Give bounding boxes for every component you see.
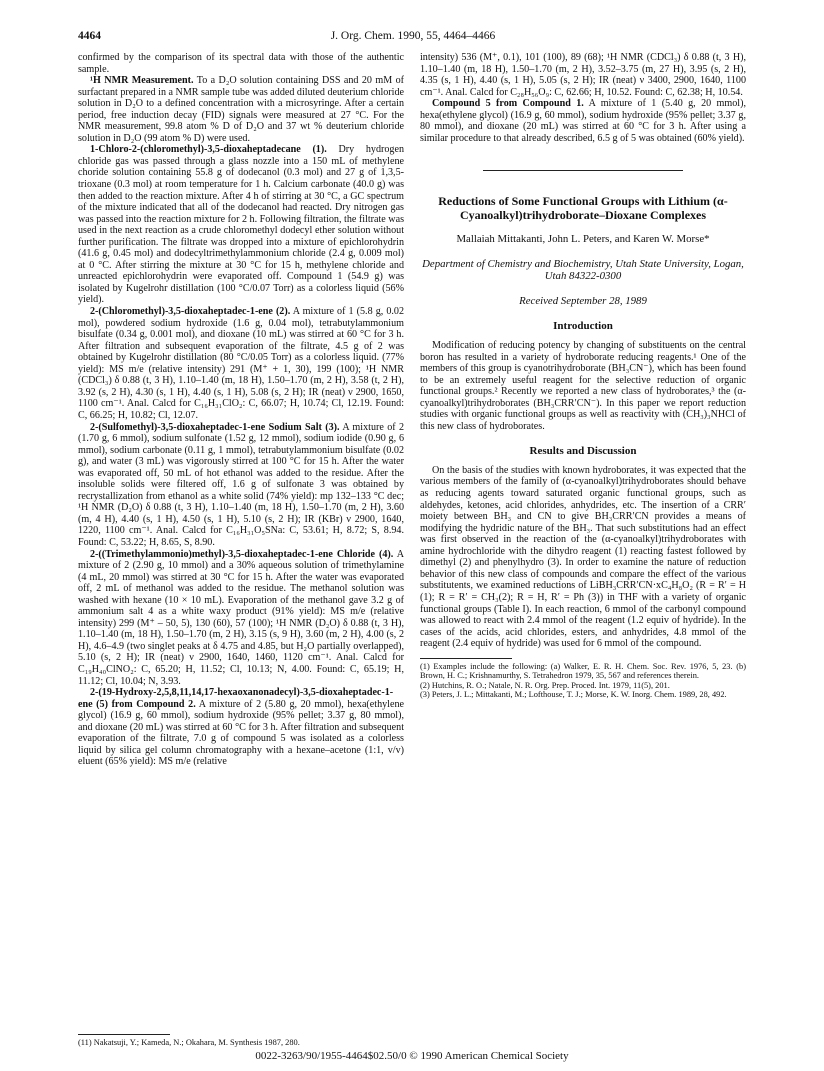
left-column [78, 52, 404, 1024]
run-in-heading: 2-((Trimethylammonio)methyl)-3,5-dioxaheptadec-1-ene Chloride (4). [90, 548, 394, 560]
footnote: (1) Examples include the following: (a) Walker, E. R. H. Chem. Soc. Rev. 1976, 5, 23. (b) Brown, H. C.; Krishnamurthy, S. Tetrahedron 1979, 35, 567 and references therein. [420, 661, 746, 681]
paragraph-text: A mixture of 1 (5.40 g, 20 mmol), hexa(ethylene glycol) (16.9 g, 60 mmol), sodium hydroxide (95% pellet; 3.37 g, 80 mmol), and dioxane (20 mL) was stirred at 60 °C for 3 h. After using a similar procedure to that already described, 6.5 g of 5 was obtained (60% yield). [420, 98, 746, 144]
paragraph [78, 549, 404, 688]
footnote: (2) Hutchins, R. O.; Natale, N. R. Org. Prep. Proced. Int. 1979, 11(5), 201. [420, 680, 670, 690]
run-in-heading: 2-(Sulfomethyl)-3,5-dioxaheptadec-1-ene Sodium Salt (3). [90, 421, 340, 433]
left-footnote-block [78, 1026, 404, 1048]
paragraph-text: To a D₂O solution containing DSS and 20 mM of surfactant prepared in a NMR sample tube was added diluted deuterium chloride solution in D₂O to a defined concentration with a microsyringe. After a certain period, free induction decay (FID) signals were measured at 27 °C. For the NMR measurement, 99.8 atom % D of D₂O and 37 wt % deuterium chloride solution in D₂O (99 atom % D) were used. [78, 75, 404, 144]
paragraph [420, 98, 746, 144]
paragraph [78, 422, 404, 549]
run-in-heading: 2-(19-Hydroxy-2,5,8,11,14,17-hexaoxanonadecyl)-3,5-dioxaheptadec-1-ene (5) from Compound 2. [78, 687, 394, 710]
paragraph-text: A mixture of 2 (5.80 g, 20 mmol), hexa(ethylene glycol) (16.9 g, 60 mmol), sodium hydroxide (95% pellet; 3.37 g, 80 mmol), and dioxane (20 mL) was stirred at 60 °C for 3 h. After filtration and subsequent evaporation of the filtrate, 7.0 g of compound 5 was isolated as a colorless liquid by silica gel column chromatography with a hexane–acetone (1:1, v/v) eluent (65% yield): MS m/e (relative [78, 698, 404, 768]
run-in-heading: 1-Chloro-2-(chloromethyl)-3,5-dioxaheptadecane (1). [90, 144, 327, 156]
run-in-heading: ¹H NMR Measurement. [90, 75, 194, 87]
run-in-heading: Compound 5 from Compound 1. [432, 98, 584, 110]
article-authors: Mallaiah Mittakanti, John L. Peters, and Karen W. Morse* [456, 233, 710, 246]
paragraph: Modification of reducing potency by changing of substituents on the central boron has resulted in a variety of hydroborate reducing reagents.¹ One of the members of this group is cyanotrihydroborate (BH₃CN⁻), which has been found to be an extremely useful reagent for the selective reduction of organic functional groups.² Recently we reported a new class of hydroborates,³ the (α-cyanoalkyl)trihydroborates (BH₃CRR′CN⁻). In this paper we report reduction studies with organic functional groups as well as reactivity with (CH₃)₃NHCl of this new class of hydroborates. [420, 340, 746, 432]
paragraph: intensity) 536 (M⁺, 0.1), 101 (100), 89 (68); ¹H NMR (CDCl₃) δ 0.88 (t, 3 H), 1.10–1.40 (m, 18 H), 1.50–1.70 (m, 2 H), 3.52–3.75 (m, 27 H), 3.95 (s, 2 H), 4.35 (s, 1 H), 4.40 (s, 1 H), 5.05 (s, 2 H); IR (neat) ν 3400, 2900, 1640, 1100 cm⁻¹. Anal. Calcd for C₂₈H₅₆O₉: C, 62.66; H, 10.52. Found: C, 62.38; H, 10.54. [420, 52, 746, 98]
journal-citation: J. Org. Chem. 1990, 55, 4464–4466 [330, 30, 496, 42]
footnote-divider [420, 658, 512, 659]
page-header [78, 30, 748, 46]
page-number: 4464 [78, 30, 101, 42]
paragraph [78, 75, 404, 144]
paragraph-text: Dry hydrogen chloride gas was passed through a glass nozzle into a 150 mL of methylene choride solution containing 55.8 g of dodecanol (0.3 mol) and 27 g of 1,3,5-trioxane (0.3 mol) at room temperature for 1 h. Calcium carbonate (40.0 g) was then added to the reaction mixture. After 4 h of stirring at 30 °C, a GC spectrum of the mixture indicated that all of the dodecanol had reacted. Dry nitrogen gas was passed into the reaction mixture for 2 h. Following filtration, the filtrate was used in the next reaction as a crude chloromethyl dodecyl ether solution without further purification. The filtrate was dropped into a mixture of epichlorohydrin (41.6 g, 0.45 mol) and dodecyltrimethylammonium chloride (2.4 g, 0.009 mol) at 0 °C. After stirring the mixture at 30 °C for 15 h, methylene chloride and unreacted epichlorohydrin were evaporated off. Compound 1 (54.9 g) was isolated by Kugelrohr distillation (100 °C/0.07 Torr) as a colorless liquid (56% yield). [78, 144, 405, 306]
received-date: Received September 28, 1989 [519, 294, 647, 307]
footnote-divider [78, 1034, 170, 1035]
paragraph: confirmed by the comparison of its spectral data with those of the authentic sample. [78, 52, 404, 75]
section-heading-results: Results and Discussion [529, 445, 637, 458]
right-column [420, 52, 746, 1024]
article-title: Reductions of Some Functional Groups with Lithium (α-Cyanoalkyl)trihydroborate–Dioxane Complexes [438, 194, 728, 223]
section-heading-introduction: Introduction [553, 320, 613, 333]
run-in-heading: 2-(Chloromethyl)-3,5-dioxaheptadec-1-ene (2). [90, 306, 291, 318]
article-affiliation: Department of Chemistry and Biochemistry, Utah State University, Logan, Utah 84322-0300 [422, 257, 744, 282]
footnote: (11) Nakatsuji, Y.; Kameda, N.; Okahara, M. Synthesis 1987, 280. [78, 1038, 300, 1047]
paragraph-text: A mixture of 1 (5.8 g, 0.02 mol), powdered sodium hydroxide (1.6 g, 0.04 mol), tetrabutylammonium bisulfate (0.34 g, 0.001 mol), and dioxane (10 mL) was stirred at 60 °C for 3 h. After filtration and subsequent evaporation of the filtrate, 4.5 g of 2 was obtained by Kugelrohr distillation (80 °C/0.05 Torr) as a colorless liquid. (77% yield): MS m/e (relative intensity) 291 (M⁺ + 1, 30), 199 (100); ¹H NMR (CDCl₃) δ 0.88 (t, 3 H), 1.10–1.40 (m, 18 H), 1.50–1.70 (m, 2 H), 3.58 (t, 2 H), 3.92 (s, 2 H), 4.30 (s, 1 H), 4.40 (s, 1 H), 5.08 (s, 2 H); IR (neat) ν 2900, 1650, 1100 cm⁻¹. Anal. Calcd for C₁₆H₃₁ClO₂: C, 66.07; H, 10.74; Cl, 12.19. Found: C, 66.25; H, 10.82; Cl, 12.07. [78, 306, 404, 421]
paragraph [78, 144, 404, 306]
paragraph [78, 306, 404, 421]
page-footer: 0022-3263/90/1955-4464$02.50/0 © 1990 American Chemical Society [255, 1050, 569, 1062]
paragraph-text: A mixture of 2 (1.70 g, 6 mmol), sodium sulfonate (1.52 g, 12 mmol), sodium iodide (0.90 g, 6 mmol), sodium carbonate (0.11 g, 1 mmol), tetrabutylammonium bisulfate (0.02 g), and water (3 mL) was vigorously stirred at 100 °C for 15 h. After the water was evaporated off, 50 mL of hot ethanol was added to the residue. After the insoluble solids were filtered off, 1.6 g of sulfonate 3 was obtained by recrystallization from ethanol as a white solid (74% yield): mp 132–133 °C dec; ¹H NMR (D₂O) δ 0.88 (t, 3 H), 1.10–1.40 (m, 18 H), 1.50–1.70 (m, 2 H), 3.60 (m, 4 H), 4.40 (s, 1 H), 4.50 (s, 1 H), 5.10 (s, 2 H); IR (KBr) ν 2900, 1640, 1220, 1100 cm⁻¹. Anal. Calcd for C₁₆H₃₁O₅SNa: C, 53.61; H, 8.72; S, 8.94. Found: C, 53.22; H, 8.65, S, 8.90. [78, 421, 405, 548]
paragraph: On the basis of the studies with known hydroborates, it was expected that the various members of the family of (α-cyanoalkyl)trihydroborates should behave as reducing agents toward saturated organic functional groups, such as aldehydes, ketones, acid chlorides, anhydrides, etc. The insertion of a CRR′ moiety between BH₃ and CN to give BH₃CRR′CN provides a means of modifying the hydridic nature of the BH₃. That such substitutions had an effect was first observed in the reaction of the (α-cyanoalkyl)trihydroborates with amine hydrochloride with the dihydro reagent (1) reacting fastest followed by dimethyl (2) and phenylhydro (3). In order to examine the nature of reduction behavior of this new class of compounds and compare the effect of the various substitutents, we examined reductions of LiBH₃CRR′CN·xC₄H₈O₂ (R = R′ = H (1); R = R′ = CH₃(2); R = H, R′ = Ph (3)) in THF with a variety of organic functional groups (Table I). In each reaction, 6 mmol of the carbonyl compound was allowed to react with 2.4 mmol of the reagent (1.2 equiv of hydride). In the cases of the acids, acid chlorides, esters, and anhydrides, 4.8 mmol of the reagent (2.4 equiv of hydride) was used for 6 mmol of the compound. [420, 464, 746, 650]
paragraph-text: A mixture of 2 (2.90 g, 10 mmol) and a 30% aqueous solution of trimethylamine (4 mL, 20 mmol) was stirred at 30 °C for 15 h. After the water was evaporated off, 2 mL of methanol was added to the residue. The methanol solution was washed with hexane (10 × 10 mL). Evaporation of the methanol gave 3.2 g of ammonium salt 4 as a white waxy product (91% yield): MS m/e (relative intensity) 299 (M⁺ – 50, 5), 130 (60), 57 (100); ¹H NMR (D₂O) δ 0.88 (t, 3 H), 1.10–1.40 (m, 18 H), 1.50–1.70 (m, 2 H), 3.15 (s, 9 H), 3.60 (m, 2 H), 4.00 (s, 2 H), 4.6–4.9 (two singlet peaks at δ 4.75 and 4.85, but H₂O partially overlapped), 5.10 (s, 2 H); IR (neat) ν 2900, 1640, 1460, 1120 cm⁻¹. Anal. Calcd for C₁₉H₄₀ClNO₂: C, 65.20; H, 11.52; Cl, 10.13; N, 4.00. Found: C, 65.19; H, 11.12; Cl, 10.04; N, 3.93. [78, 548, 404, 687]
article-divider [483, 170, 683, 171]
paragraph [78, 687, 404, 768]
footnote: (3) Peters, J. L.; Mittakanti, M.; Lofthouse, T. J.; Morse, K. W. Inorg. Chem. 1989, 28, 492. [420, 690, 727, 700]
